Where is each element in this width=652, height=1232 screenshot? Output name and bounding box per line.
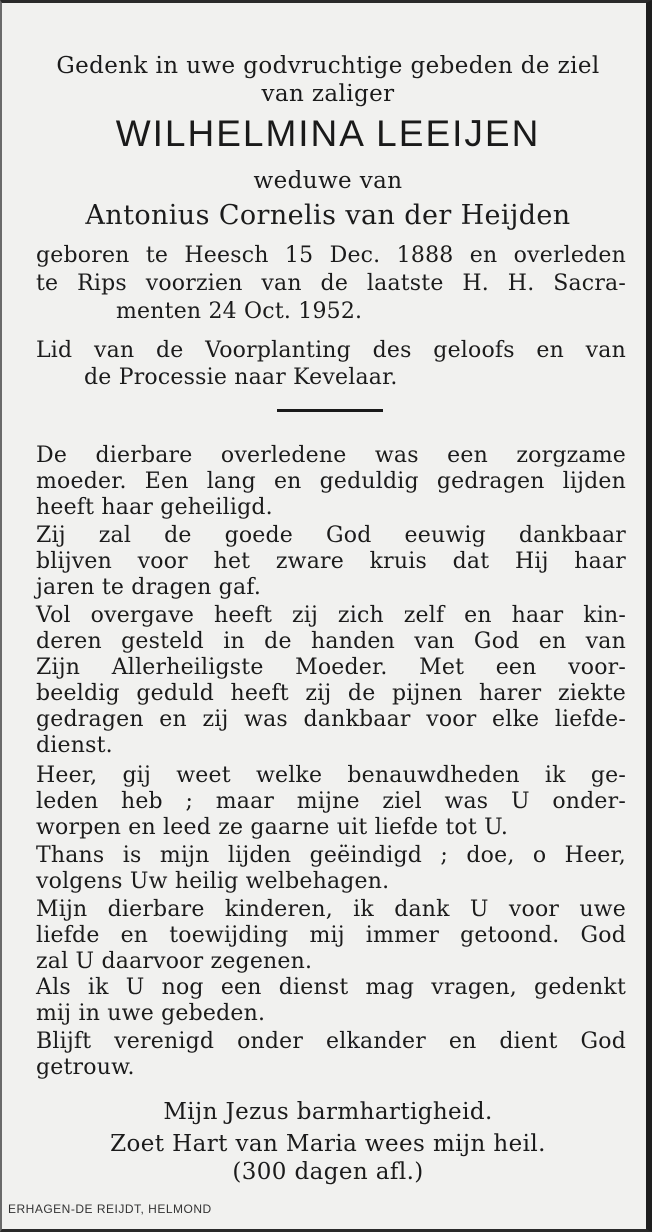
- body-line: dienst.: [36, 733, 113, 758]
- body-line: Zijn Allerheiligste Moeder. Met een voor-: [36, 655, 626, 680]
- body-line: mij in uwe gebeden.: [36, 1001, 266, 1026]
- spouse-name: Antonius Cornelis van der Heijden: [85, 200, 571, 231]
- body-line: Mijn dierbare kinderen, ik dank U voor uwe: [36, 897, 626, 922]
- body-line: liefde en toewijding mij immer getoond. God: [36, 923, 626, 948]
- divider-rule: [277, 409, 383, 412]
- body-line: gedragen en zij was dankbaar voor elke liefde-: [36, 707, 626, 732]
- body-line: Thans is mijn lijden geëindigd ; doe, o Heer,: [36, 843, 626, 868]
- body-line: leden heb ; maar mijne ziel was U onder-: [36, 789, 626, 814]
- body-line: Vol overgave heeft zij zich zelf en haar kin-: [36, 603, 626, 628]
- body-line: De dierbare overledene was een zorgzame: [36, 443, 626, 468]
- prayer-request-line: Gedenk in uwe godvruchtige gebeden de ziel: [56, 53, 600, 79]
- deceased-name: WILHELMINA LEEIJEN: [115, 113, 541, 154]
- body-line: moeder. Een lang en geduldig gedragen lijden: [36, 469, 626, 494]
- body-line: Als ik U nog een dienst mag vragen, gedenkt: [36, 975, 626, 1000]
- body-line: Heer, gij weet welke benauwdheden ik ge-: [36, 763, 626, 788]
- printer-imprint: ERHAGEN-DE REIJDT, HELMOND: [8, 1202, 212, 1216]
- body-line: worpen en leed ze gaarne uit liefde tot U.: [36, 815, 509, 840]
- body-line: zal U daarvoor zegenen.: [36, 949, 313, 974]
- body-line: volgens Uw heilig welbehagen.: [36, 869, 390, 894]
- prayer-mercy: Mijn Jezus barmhartigheid.: [163, 1099, 493, 1125]
- body-line: Zij zal de goede God eeuwig dankbaar: [36, 523, 626, 548]
- membership-line: de Processie naar Kevelaar.: [84, 365, 398, 390]
- body-line: jaren te dragen gaf.: [36, 575, 262, 600]
- prayer-sacred-heart: Zoet Hart van Maria wees mijn heil.: [110, 1131, 546, 1157]
- body-line: beeldig geduld heeft zij de pijnen harer ziekte: [36, 681, 626, 706]
- membership-line: Lid van de Voorplanting des geloofs en van: [36, 338, 626, 363]
- indulgence-note: (300 dagen afl.): [232, 1159, 424, 1185]
- bio-line: geboren te Heesch 15 Dec. 1888 en overleden: [36, 243, 626, 268]
- van-zaliger-line: van zaliger: [261, 81, 395, 107]
- body-line: heeft haar geheiligd.: [36, 495, 273, 520]
- body-line: getrouw.: [36, 1055, 135, 1080]
- bio-line: te Rips voorzien van de laatste H. H. Sacra-: [36, 271, 626, 296]
- body-line: deren gesteld in de handen van God en van: [36, 629, 626, 654]
- body-line: blijven voor het zware kruis dat Hij haar: [36, 549, 626, 574]
- bio-line: menten 24 Oct. 1952.: [116, 299, 363, 324]
- widow-of-line: weduwe van: [253, 168, 403, 194]
- body-line: Blijft verenigd onder elkander en dient God: [36, 1029, 626, 1054]
